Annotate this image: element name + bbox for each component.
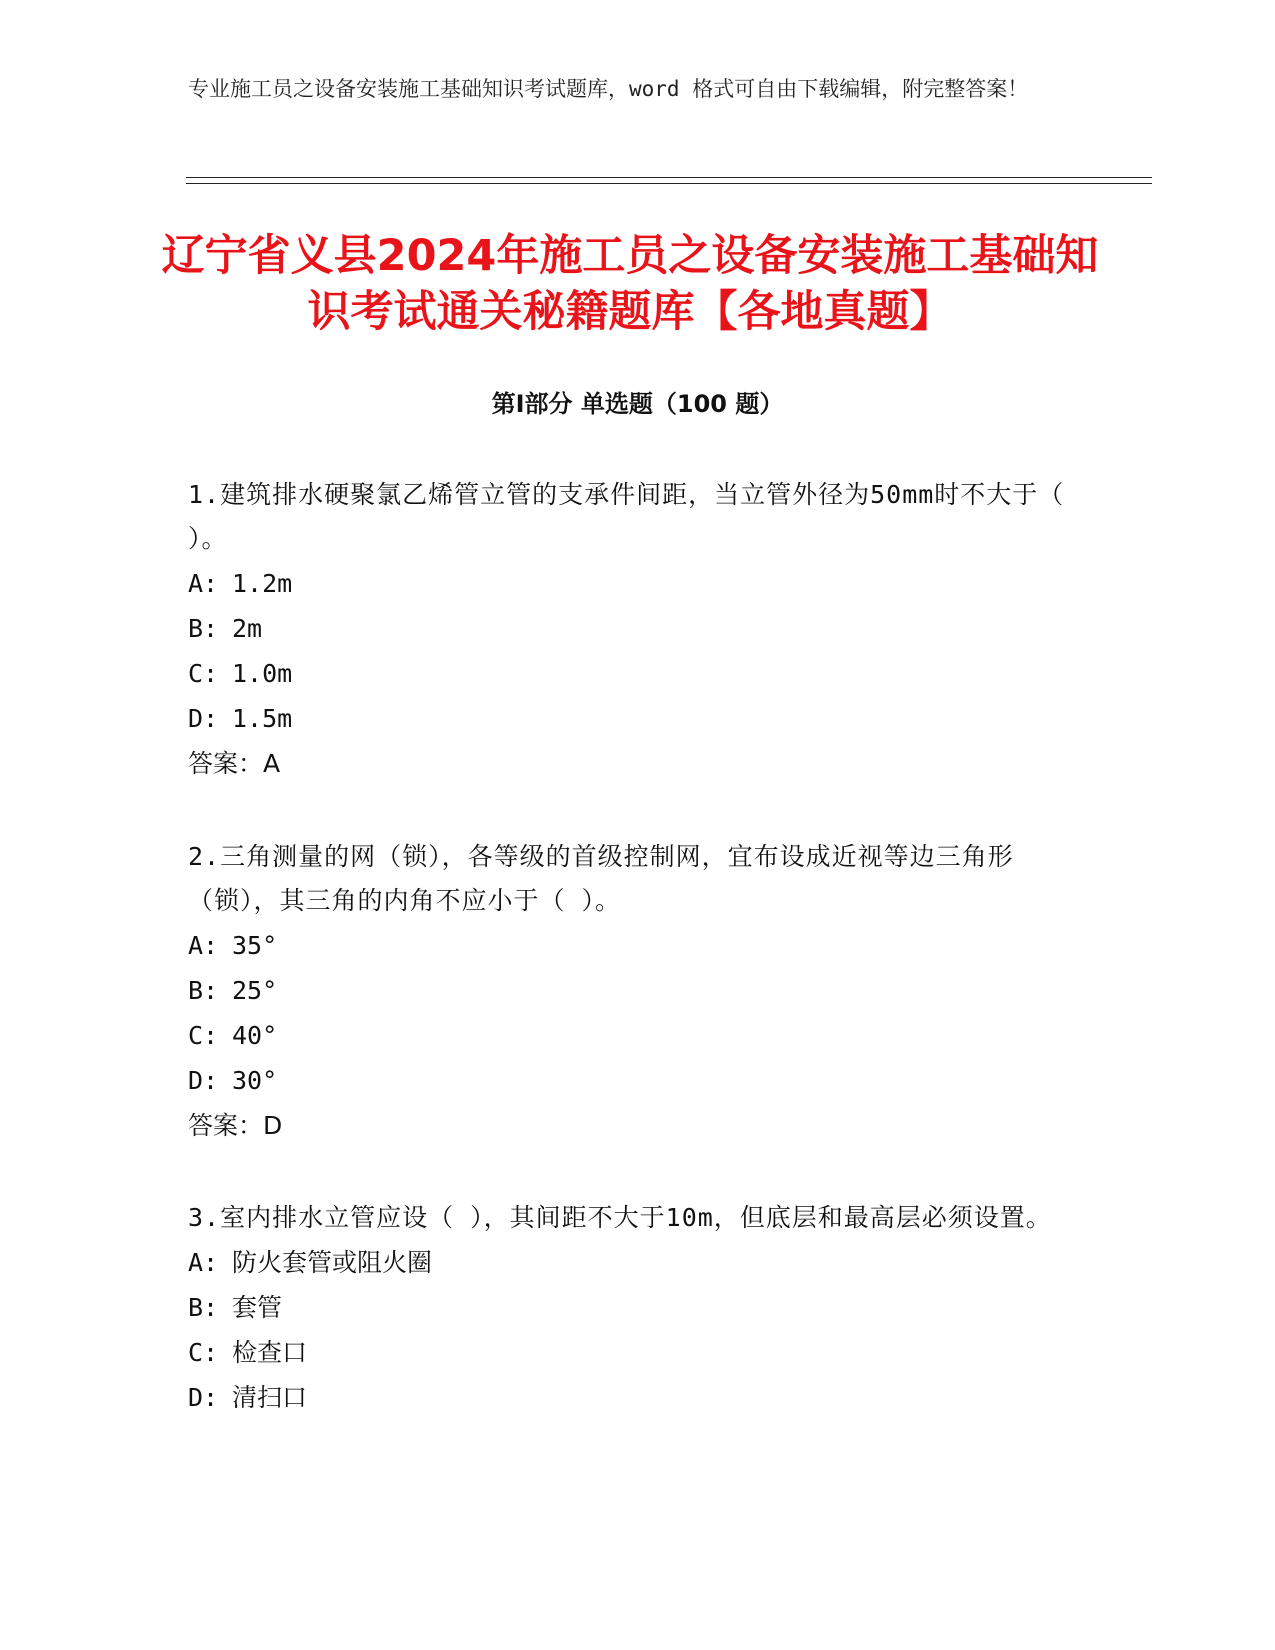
- option-letter: D:: [188, 704, 219, 733]
- option-c: [188, 1013, 1088, 1058]
- option-letter: C:: [188, 1021, 219, 1050]
- option-b: [188, 1285, 1088, 1330]
- option-letter: D:: [188, 1066, 219, 1095]
- question-stem: 1.建筑排水硬聚氯乙烯管立管的支承件间距，当立管外径为50mm时不大于（ ）。: [188, 480, 1065, 553]
- answer-line: 答案：D: [188, 1111, 283, 1140]
- answer-line: 答案：A: [188, 749, 281, 778]
- option-d: [188, 696, 1088, 741]
- option-letter: A:: [188, 931, 219, 960]
- option-text: 2m: [232, 614, 263, 643]
- option-letter: A:: [188, 1248, 219, 1277]
- option-text: 1.2m: [232, 569, 293, 598]
- option-c: [188, 651, 1088, 696]
- document-title: 辽宁省义县2024年施工员之设备安装施工基础知识考试通关秘籍题库【各地真题】: [161, 231, 1099, 337]
- option-text: 套管: [232, 1293, 283, 1322]
- option-b: [188, 606, 1088, 651]
- option-text: 1.0m: [232, 659, 293, 688]
- option-letter: C:: [188, 659, 219, 688]
- option-text: 30°: [232, 1066, 278, 1095]
- section-heading: 第Ⅰ部分 单选题（100 题）: [491, 390, 784, 418]
- option-d: [188, 1375, 1088, 1420]
- header-divider-bottom: [186, 183, 1152, 184]
- option-a: [188, 561, 1088, 606]
- header-note: 专业施工员之设备安装施工基础知识考试题库，word 格式可自由下载编辑，附完整答案！: [188, 77, 1029, 101]
- question-1: [188, 473, 1088, 786]
- option-text: 25°: [232, 976, 278, 1005]
- option-letter: C:: [188, 1338, 219, 1367]
- option-letter: A:: [188, 569, 219, 598]
- option-letter: B:: [188, 1293, 219, 1322]
- header-divider-top: [186, 177, 1152, 178]
- option-b: [188, 968, 1088, 1013]
- option-a: [188, 1240, 1088, 1285]
- option-letter: B:: [188, 614, 219, 643]
- question-2: [188, 835, 1088, 1148]
- option-letter: B:: [188, 976, 219, 1005]
- option-a: [188, 923, 1088, 968]
- option-c: [188, 1330, 1088, 1375]
- option-text: 35°: [232, 931, 278, 960]
- option-text: 防火套管或阻火圈: [232, 1248, 433, 1277]
- option-text: 1.5m: [232, 704, 293, 733]
- option-text: 40°: [232, 1021, 278, 1050]
- option-text: 检查口: [232, 1338, 308, 1367]
- question-stem: 2.三角测量的网（锁），各等级的首级控制网，宜布设成近视等边三角形（锁），其三角的内角不应小于（ ）。: [188, 842, 1014, 915]
- option-text: 清扫口: [232, 1383, 308, 1412]
- option-letter: D:: [188, 1383, 219, 1412]
- option-d: [188, 1058, 1088, 1103]
- question-3: [188, 1196, 1088, 1420]
- question-stem: 3.室内排水立管应设（ ），其间距不大于10m，但底层和最高层必须设置。: [188, 1203, 1052, 1232]
